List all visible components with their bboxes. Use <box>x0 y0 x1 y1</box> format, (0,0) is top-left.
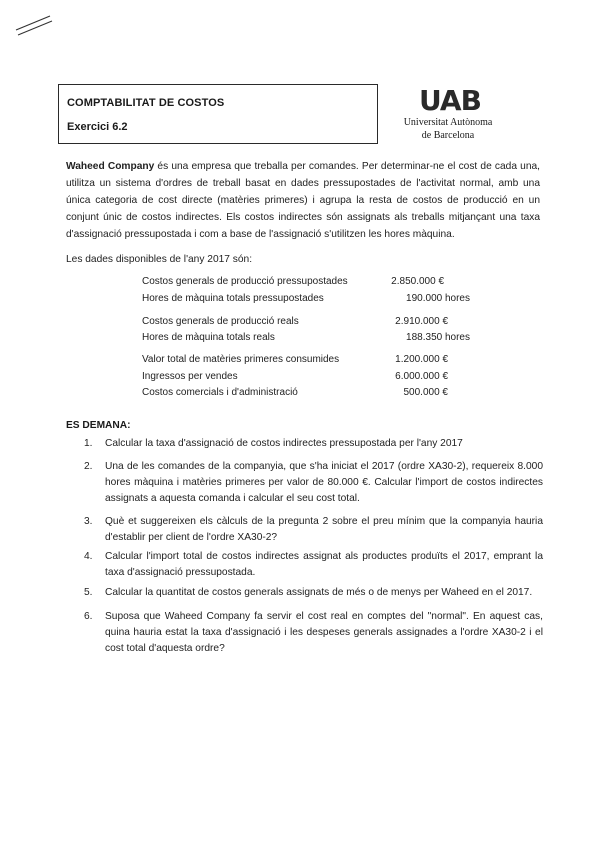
data-value: 190.000 hores <box>406 293 470 304</box>
logo-university-line2: de Barcelona <box>421 130 475 141</box>
data-value: 188.350 hores <box>406 332 470 343</box>
question-text: Calcular l'import total de costos indirectes assignat als productes produïts el 2017, emprant la taxa d'assignació pressupostada. <box>105 551 543 578</box>
question-text: Calcular la taxa d'assignació de costos indirectes pressupostada per l'any 2017 <box>105 438 463 449</box>
question-number: 3. <box>84 516 93 527</box>
data-row <box>142 371 482 385</box>
scan-marks <box>14 8 54 38</box>
company-name: Waheed Company <box>66 161 155 172</box>
data-row <box>142 316 482 330</box>
exercise-number: Exercici 6.2 <box>67 121 128 133</box>
question-number: 6. <box>84 611 93 622</box>
question-number: 5. <box>84 587 93 598</box>
data-value: 6.000.000 € <box>395 371 448 382</box>
intro-text: és una empresa que treballa per comandes. Per determinar-ne el cost de cada una, utilitza un sistema d'ordres de treball basat en dades pressupostades de l'activitat normal, amb una única categoria de cost directe (matèries primeres) i agrupa la resta de costos de producció en un conjunt únic de costos indirectes. Els costos indirectes són assignats als treballs mitjançant una taxa d'assignació pressupostada i com a base de l'assignació s'utilitzen les hores màquina. <box>66 161 540 240</box>
data-value: 1.200.000 € <box>395 354 448 365</box>
data-value: 2.850.000 € <box>391 276 444 287</box>
data-value: 500.000 € <box>403 387 448 398</box>
data-intro: Les dades disponibles de l'any 2017 són: <box>66 254 253 265</box>
data-label: Ingressos per vendes <box>142 371 238 382</box>
data-row <box>142 354 482 368</box>
data-value: 2.910.000 € <box>395 316 448 327</box>
question-text: Calcular la quantitat de costos generals assignats de més o de menys per Waheed en el 2017. <box>105 587 533 598</box>
document-title: COMPTABILITAT DE COSTOS <box>67 97 225 109</box>
data-row <box>142 332 482 346</box>
data-row <box>142 387 482 401</box>
header-box <box>58 84 378 144</box>
intro-paragraph <box>66 158 540 243</box>
question-number: 2. <box>84 461 93 472</box>
question-text: Què et suggereixen els càlculs de la pregunta 2 sobre el preu mínim que la companyia hauria d'establir per client de l'ordre XA30-2? <box>105 516 543 543</box>
data-row <box>142 276 482 290</box>
data-label: Costos comercials i d'administració <box>142 387 298 398</box>
question-number: 4. <box>84 551 93 562</box>
logo-mark: UAB <box>419 84 481 117</box>
data-row <box>142 293 482 307</box>
logo-university-line1: Universitat Autònoma <box>403 117 493 128</box>
data-label: Hores de màquina totals reals <box>142 332 275 343</box>
questions-heading: ES DEMANA: <box>66 420 131 431</box>
data-label: Hores de màquina totals pressupostades <box>142 293 324 304</box>
question-text: Suposa que Waheed Company fa servir el cost real en comptes del "normal". En aquest cas, quina hauria estat la taxa d'assignació i les despeses generals assignades a l'ordre XA30-2 i el cost total d'aquesta ordre? <box>105 611 543 654</box>
data-label: Costos generals de producció reals <box>142 316 299 327</box>
question-number: 1. <box>84 438 93 449</box>
data-label: Valor total de matèries primeres consumides <box>142 354 340 365</box>
question-text: Una de les comandes de la companyia, que s'ha iniciat el 2017 (ordre XA30-2), requereix 8.000 hores màquina i matèries primeres per valor de 80.000 €. Calcular l'import de costos indirectes assignats a aquesta comanda i calcular el seu cost total. <box>105 461 543 504</box>
data-label: Costos generals de producció pressupostades <box>142 276 348 287</box>
